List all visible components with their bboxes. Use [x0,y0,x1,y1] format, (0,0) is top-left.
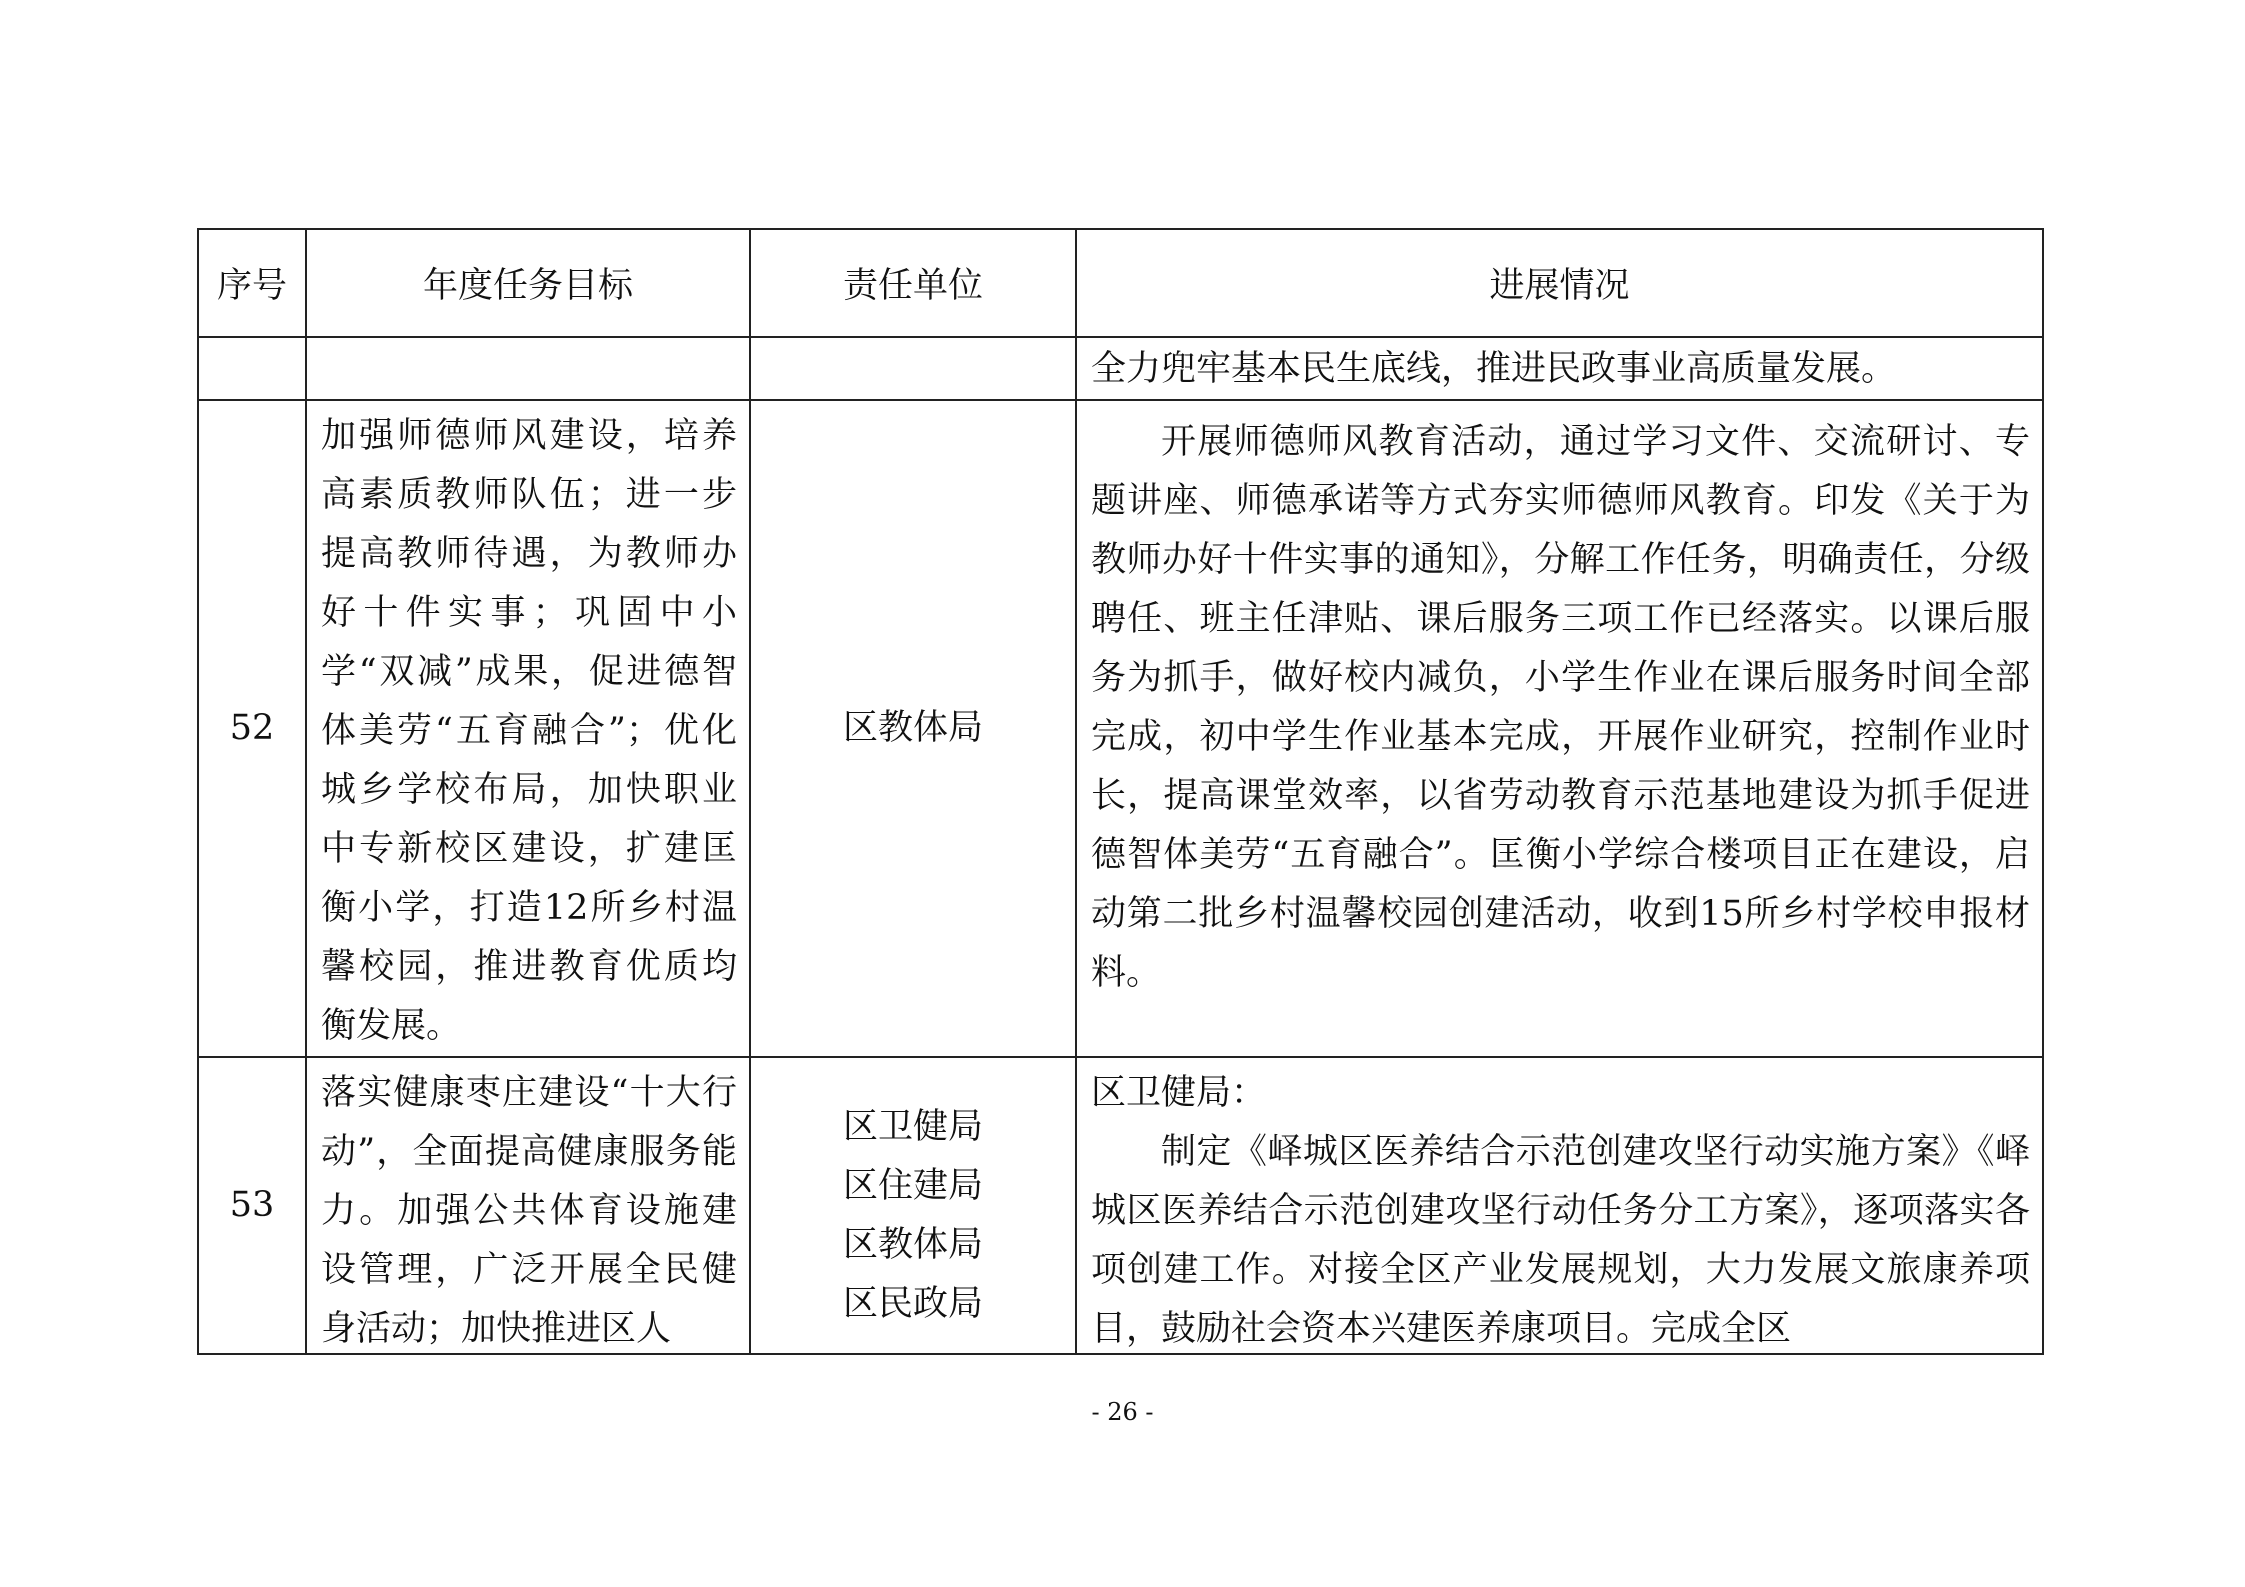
row-unit: 区教体局 [750,400,1076,1057]
continued-unit-cell [750,337,1076,400]
header-progress: 进展情况 [1076,229,2043,337]
table-row-continued [198,337,2043,400]
task-progress-table [197,228,2044,1355]
unit-item: 区住建局 [842,1166,983,1206]
continued-progress-cell: 全力兜牢基本民生底线，推进民政事业高质量发展。 [1076,337,2043,400]
row-seq: 52 [198,400,306,1057]
row-progress [1076,1057,2043,1354]
page-number: - 26 - [1091,1398,1154,1426]
row-progress-body [1091,1064,2030,1353]
progress-unit-label: 区卫健局： [1091,1073,1267,1113]
header-seq: 序号 [198,229,306,337]
unit-item: 区民政局 [842,1284,983,1324]
row-goal: 加强师德师风建设，培养高素质教师队伍；进一步提高教师待遇，为教师办好十件实事；巩固中小学“双减”成果，促进德智体美劳“五育融合”；优化城乡学校布局，加快职业中专新校区建设，扩建匡衡小学，打造12所乡村温馨校园，推进教育优质均衡发展。 [306,400,750,1057]
row-goal [306,1057,750,1354]
header-unit: 责任单位 [750,229,1076,337]
row-units [750,1057,1076,1354]
continued-seq-cell [198,337,306,400]
unit-item: 区教体局 [842,1225,983,1265]
progress-text: 制定《峄城区医养结合示范创建攻坚行动实施方案》《峄城区医养结合示范创建攻坚行动任务分工方案》，逐项落实各项创建工作。对接全区产业发展规划，大力发展文旅康养项目，鼓励社会资本兴建医养康项目。完成全区 [1091,1132,2030,1349]
table-row [198,1057,2043,1354]
header-goal: 年度任务目标 [306,229,750,337]
continued-goal-cell [306,337,750,400]
row-goal-text: 落实健康枣庄建设“十大行动”，全面提高健康服务能力。加强公共体育设施建设管理，广泛开展全民健身活动；加快推进区人 [321,1073,737,1349]
table-header-row [198,229,2043,337]
table-row [198,400,2043,1057]
unit-item: 区卫健局 [842,1107,983,1147]
row-progress: 开展师德师风教育活动，通过学习文件、交流研讨、专题讲座、师德承诺等方式夯实师德师风教育。印发《关于为教师办好十件实事的通知》，分解工作任务，明确责任，分级聘任、班主任津贴、课后服务三项工作已经落实。以课后服务为抓手，做好校内减负，小学生作业在课后服务时间全部完成，初中学生作业基本完成，开展作业研究，控制作业时长，提高课堂效率，以省劳动教育示范基地建设为抓手促进德智体美劳“五育融合”。匡衡小学综合楼项目正在建设，启动第二批乡村温馨校园创建活动，收到15所乡村学校申报材料。 [1076,400,2043,1057]
row-seq: 53 [198,1057,306,1354]
